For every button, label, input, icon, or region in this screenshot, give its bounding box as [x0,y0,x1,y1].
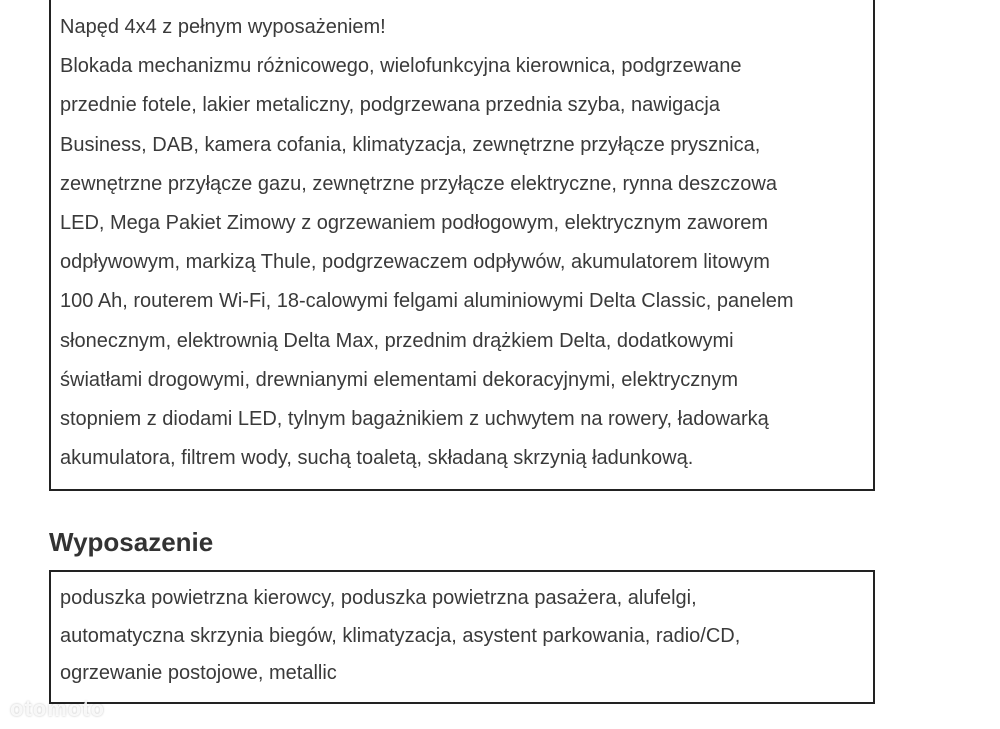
description-text [60,8,865,478]
description-line: Business, DAB, kamera cofania, klimatyzacja, zewnętrzne przyłącze prysznica, [60,133,761,156]
description-line: LED, Mega Pakiet Zimowy z ogrzewaniem podłogowym, elektrycznym zaworem [60,212,769,235]
equipment-line: ogrzewanie postojowe, metallic [60,662,337,684]
description-box [49,0,875,491]
equipment-text [60,580,865,693]
description-line: 100 Ah, routerem Wi-Fi, 18-calowymi felgami aluminiowymi Delta Classic, panelem [60,290,794,313]
description-line: słonecznym, elektrownią Delta Max, przednim drążkiem Delta, dodatkowymi [60,329,734,352]
description-line: odpływowym, markizą Thule, podgrzewaczem odpływów, akumulatorem litowym [60,251,770,274]
equipment-line: poduszka powietrzna kierowcy, poduszka powietrzna pasażera, alufelgi, [60,587,697,609]
equipment-box [49,570,875,704]
description-line: zewnętrzne przyłącze gazu, zewnętrzne przyłącze elektryczne, rynna deszczowa [60,172,777,195]
description-line: przednie fotele, lakier metaliczny, podgrzewana przednia szyba, nawigacja [60,94,720,117]
description-line: stopniem z diodami LED, tylnym bagażnikiem z uchwytem na rowery, ładowarką [60,408,769,431]
equipment-line: automatyczna skrzynia biegów, klimatyzacja, asystent parkowania, radio/CD, [60,624,741,647]
watermark-logo: otomoto [10,696,105,721]
description-line: Blokada mechanizmu różnicowego, wielofunkcyjna kierownica, podgrzewane [60,55,742,78]
description-line: światłami drogowymi, drewnianymi elementami dekoracyjnymi, elektrycznym [60,368,738,391]
description-line: akumulatora, filtrem wody, suchą toaletą, składaną skrzynią ładunkową. [60,447,694,470]
description-line: Napęd 4x4 z pełnym wyposażeniem! [60,16,386,38]
equipment-heading: Wyposazenie [49,527,214,557]
